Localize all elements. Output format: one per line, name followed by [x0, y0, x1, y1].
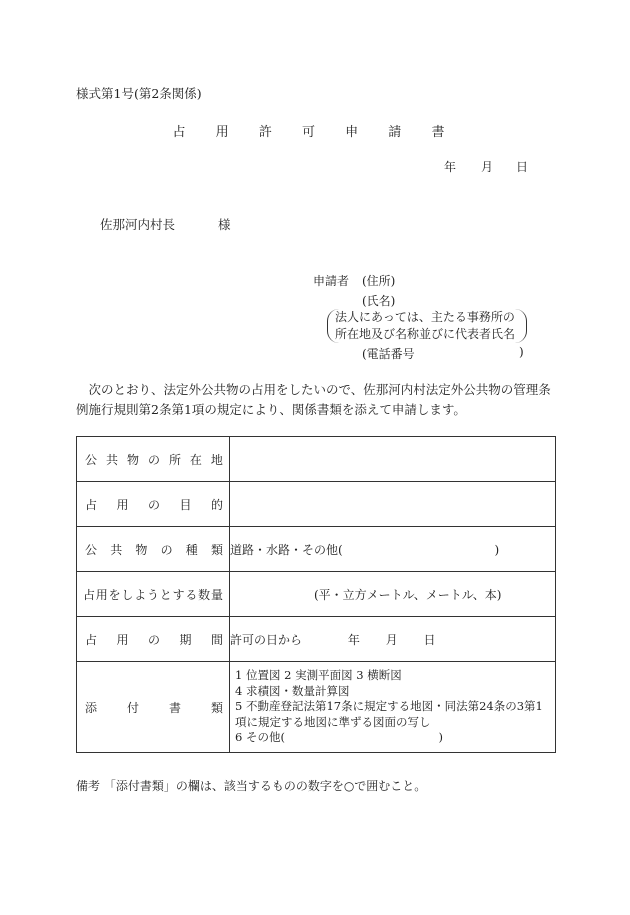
corporate-note: 法人にあっては、主たる事務所の所在地及び名称並びに代表者氏名: [335, 310, 516, 341]
label-char: 類: [210, 700, 223, 715]
form-number: 様式第1号(第2条関係): [76, 86, 202, 101]
attachment-item: 5 不動産登記法第17条に規定する地図・同法第24条の3第1項に規定する地図に準ずる図面の写し: [235, 699, 543, 729]
table-row: [77, 437, 556, 482]
addressee-name: 佐那河内村長: [100, 217, 176, 232]
attachment-item: 4 求積図・数量計算図: [235, 683, 350, 698]
label-char: 用: [116, 497, 129, 512]
label-char: 共: [105, 452, 118, 467]
label-char: 的: [210, 497, 223, 512]
period-day: 日: [423, 632, 436, 647]
title-char: 書: [431, 125, 458, 140]
date-month: 月: [481, 160, 494, 174]
label-char: 間: [210, 632, 223, 647]
label-char: と: [159, 587, 172, 602]
label-char: を: [108, 587, 121, 602]
label-quantity: [77, 572, 230, 617]
label-location: [77, 437, 230, 482]
label-type: [77, 527, 230, 572]
label-char: 付: [126, 700, 139, 715]
label-char: 在: [189, 452, 202, 467]
label-char: の: [160, 542, 173, 557]
title-char: 可: [301, 125, 328, 140]
label-char: す: [172, 587, 185, 602]
label-char: 占: [83, 587, 96, 602]
label-char: 地: [210, 452, 223, 467]
label-char: 類: [210, 542, 223, 557]
label-char: 用: [95, 587, 108, 602]
applicant-phone-close: ): [519, 345, 524, 359]
title-char: 申: [345, 125, 372, 140]
label-char: 書: [168, 700, 181, 715]
label-char: 用: [116, 632, 129, 647]
label-purpose: [77, 482, 230, 527]
label-char: る: [185, 587, 198, 602]
attachment-item: 6 その他( ): [235, 730, 443, 745]
applicant-name-label: (氏名): [362, 294, 396, 308]
label-char: 占: [85, 497, 98, 512]
applicant-label: 申請者: [313, 274, 350, 288]
type-options-close: ): [494, 542, 500, 557]
period-year: 年: [347, 632, 360, 647]
label-char: 物: [126, 452, 139, 467]
label-char: の: [147, 497, 160, 512]
label-char: 占: [85, 632, 98, 647]
application-statement: 次のとおり、法定外公共物の占用をしたいので、佐那河内村法定外公共物の管理条例施行規則第2条第1項の規定により、関係書類を添えて申請します。: [76, 382, 551, 417]
value-purpose[interactable]: [230, 482, 556, 527]
title-char: 用: [215, 125, 242, 140]
label-char: 共: [110, 542, 123, 557]
label-char: 期: [179, 632, 192, 647]
label-char: 公: [85, 452, 98, 467]
title-char: 許: [258, 125, 285, 140]
label-attachments: [77, 662, 230, 753]
table-row: [77, 527, 556, 572]
document-title: [0, 121, 630, 140]
title-char: 占: [172, 125, 199, 140]
period-start: 許可の日から: [230, 632, 303, 647]
label-period: [77, 617, 230, 662]
value-type[interactable]: [230, 527, 556, 572]
table-row: [77, 572, 556, 617]
period-month: 月: [385, 632, 398, 647]
attachment-item: 1 位置図 2 実測平面図 3 横断図: [235, 668, 402, 683]
label-char: 公: [85, 542, 98, 557]
label-char: の: [147, 452, 160, 467]
addressee-honorific: 様: [218, 217, 231, 232]
value-quantity[interactable]: (平・立方メートル、メートル、本): [230, 572, 556, 617]
label-char: 物: [135, 542, 148, 557]
date-day: 日: [516, 160, 529, 174]
applicant-address-label: (住所): [362, 274, 396, 288]
remarks-note: 備考 「添付書類」の欄は、該当するものの数字を○で囲むこと。: [76, 779, 427, 793]
table-row: [77, 617, 556, 662]
type-options: 道路・水路・その他(: [230, 542, 343, 557]
date-year: 年: [444, 160, 457, 174]
label-char: 量: [210, 587, 223, 602]
value-period[interactable]: [230, 617, 556, 662]
value-location[interactable]: [230, 437, 556, 482]
applicant-phone-label: (電話番号: [362, 347, 415, 361]
label-char: 数: [198, 587, 211, 602]
label-char: の: [147, 632, 160, 647]
label-char: し: [121, 587, 134, 602]
label-char: 所: [168, 452, 181, 467]
label-char: 添: [85, 700, 98, 715]
label-char: う: [146, 587, 159, 602]
value-attachments[interactable]: [230, 662, 556, 753]
application-table: [76, 436, 556, 753]
title-char: 請: [388, 125, 415, 140]
label-char: 目: [179, 497, 192, 512]
label-char: 種: [185, 542, 198, 557]
label-char: よ: [134, 587, 147, 602]
table-row: [77, 482, 556, 527]
table-row: [77, 662, 556, 753]
